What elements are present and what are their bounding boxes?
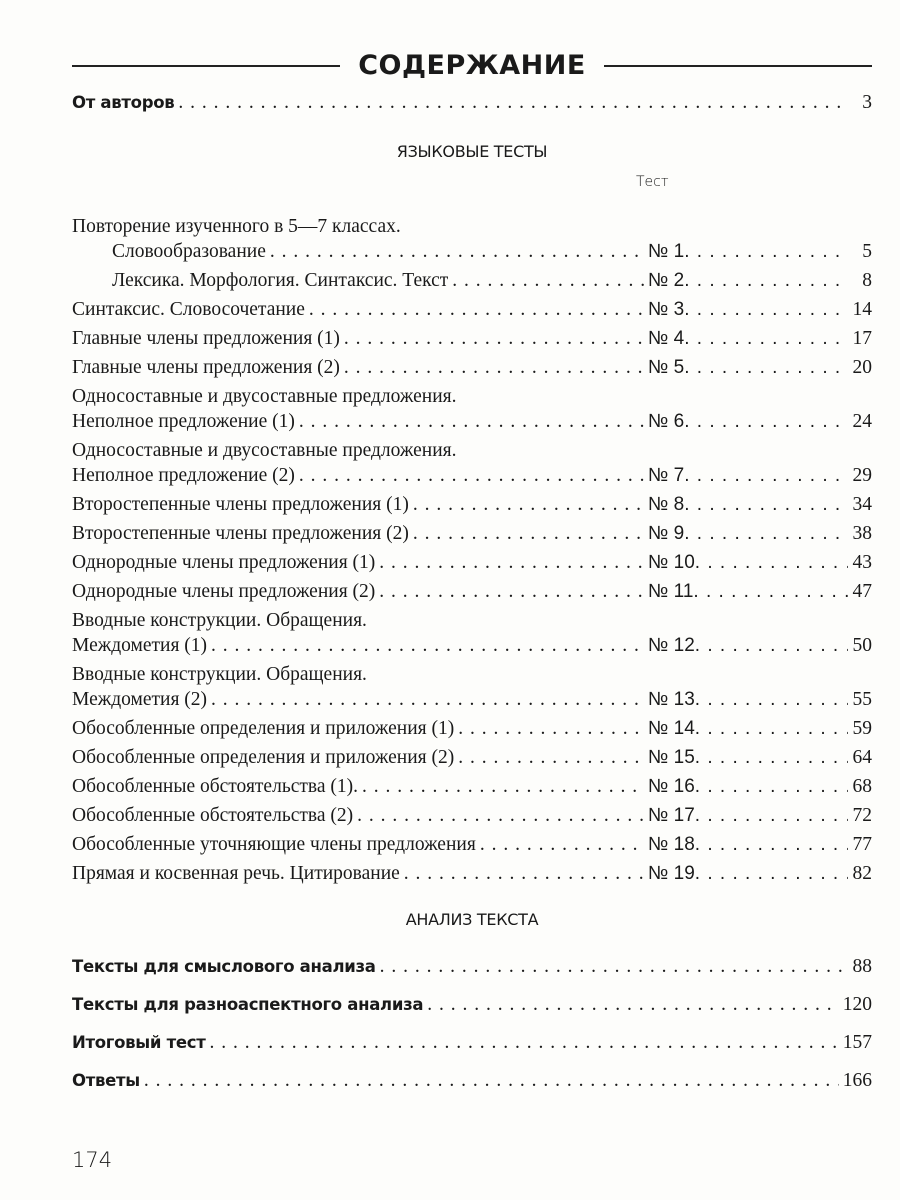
entry-label: Однородные члены предложения (2) (72, 581, 376, 602)
toc-entry[interactable] (72, 326, 872, 351)
entry-page: 166 (842, 1070, 872, 1091)
test-number-text: № 18 (648, 834, 695, 855)
entry-label: Обособленные уточняющие члены предложения (72, 834, 476, 855)
leader-dots (695, 716, 848, 741)
test-number-text: № 12 (648, 635, 695, 656)
entry-page: 64 (852, 747, 872, 768)
toc-entry-bold[interactable] (72, 1068, 872, 1093)
leader-dots (211, 633, 644, 658)
toc-entry[interactable] (72, 438, 872, 488)
test-number (648, 239, 848, 264)
leader-dots (210, 1030, 839, 1055)
entries-container (72, 239, 872, 886)
entry-label: Обособленные определения и приложения (2) (72, 747, 455, 768)
entry-label: Лексика. Морфология. Синтаксис. Текст (112, 270, 449, 291)
entry-page: 120 (842, 994, 872, 1015)
leader-dots (695, 550, 848, 575)
entry-page: 38 (852, 523, 872, 544)
toc-list (72, 214, 872, 890)
test-number-text: № 2 (648, 270, 685, 291)
group-title (72, 214, 872, 239)
toc-entry[interactable] (72, 803, 872, 828)
toc-entry[interactable] (72, 579, 872, 604)
leader-dots (480, 832, 644, 857)
entry-label: Неполное предложение (2) (72, 465, 295, 486)
test-number-text: № 11 (648, 581, 694, 602)
test-number-text: № 17 (648, 805, 695, 826)
test-number (648, 687, 848, 712)
test-number-text: № 15 (648, 747, 695, 768)
test-number (648, 861, 848, 886)
section-heading-text-analysis: АНАЛИЗ ТЕКСТА (405, 910, 539, 929)
toc-entry[interactable] (72, 608, 872, 658)
toc-entry[interactable] (72, 268, 872, 293)
leader-dots (299, 409, 644, 434)
test-number (648, 521, 848, 546)
leader-dots (684, 297, 848, 322)
toc-entry[interactable] (72, 297, 872, 322)
leader-dots (695, 832, 848, 857)
leader-dots (695, 774, 848, 799)
leader-dots (299, 463, 644, 488)
leader-dots (413, 492, 644, 517)
leader-dots (695, 803, 848, 828)
title-rule-right (604, 65, 872, 67)
leader-dots (684, 239, 848, 264)
leader-dots (379, 550, 644, 575)
section-heading-language-tests: ЯЗЫКОВЫЕ ТЕСТЫ (396, 142, 548, 161)
leader-dots (684, 521, 848, 546)
toc-entry[interactable] (72, 384, 872, 434)
leader-dots (178, 90, 844, 115)
leader-dots (144, 1068, 839, 1093)
test-number-text: № 14 (648, 718, 695, 739)
entry-label-line: Односоставные и двусоставные предложения. (72, 386, 457, 407)
toc-entry-bold[interactable] (72, 954, 872, 979)
leader-dots (693, 579, 848, 604)
toc-entry[interactable] (72, 239, 872, 264)
leader-dots (684, 326, 848, 351)
leader-dots (684, 409, 848, 434)
test-number-text: № 4 (648, 328, 685, 349)
page-title: СОДЕРЖАНИЕ (358, 50, 586, 81)
toc-entry-bold[interactable] (72, 1030, 872, 1055)
entry-label: Главные члены предложения (1) (72, 328, 340, 349)
entry-page: 68 (852, 776, 872, 797)
entry-label: Тексты для разноаспектного анализа (72, 995, 424, 1014)
leader-dots (309, 297, 644, 322)
entry-page: 59 (852, 718, 872, 739)
title-rule-left (72, 65, 340, 67)
entry-label: Ответы (72, 1071, 140, 1090)
entry-page: 88 (852, 956, 872, 977)
entry-page: 43 (852, 552, 872, 573)
leader-dots (404, 861, 644, 886)
test-number (648, 268, 848, 293)
leader-dots (684, 355, 848, 380)
test-number-text: № 6 (648, 411, 685, 432)
toc-entry[interactable] (72, 716, 872, 741)
test-number (648, 832, 848, 857)
leader-dots (344, 326, 644, 351)
toc-entry-bold[interactable] (72, 992, 872, 1017)
leader-dots (458, 716, 644, 741)
test-number (648, 355, 848, 380)
leader-dots (344, 355, 644, 380)
test-number (648, 326, 848, 351)
entry-label: Второстепенные члены предложения (1) (72, 494, 409, 515)
entry-page: 20 (852, 357, 872, 378)
leader-dots (270, 239, 644, 264)
toc-entry[interactable] (72, 832, 872, 857)
leader-dots (684, 492, 848, 517)
test-number (648, 774, 848, 799)
toc-entry[interactable] (72, 774, 872, 799)
entry-label-line: Вводные конструкции. Обращения. (72, 664, 367, 685)
entry-label: Междометия (1) (72, 635, 208, 656)
entry-page: 5 (862, 241, 872, 262)
leader-dots (413, 521, 644, 546)
test-number-text: № 19 (648, 863, 695, 884)
leader-dots (452, 268, 644, 293)
entry-label: Неполное предложение (1) (72, 411, 295, 432)
entry-page: 77 (852, 834, 872, 855)
entry-page: 8 (862, 270, 872, 291)
test-column-header: Тест (636, 174, 669, 190)
entry-label: От авторов (72, 93, 175, 112)
entry-page: 29 (852, 465, 872, 486)
toc-entry[interactable] (72, 861, 872, 886)
leader-dots (695, 687, 848, 712)
entry-label: Прямая и косвенная речь. Цитирование (72, 863, 400, 884)
entry-page: 47 (852, 581, 872, 602)
test-number (648, 745, 848, 770)
test-number-text: № 3 (648, 299, 685, 320)
test-number (648, 550, 848, 575)
entry-page: 72 (852, 805, 872, 826)
test-number (648, 463, 848, 488)
toc-entry[interactable] (72, 662, 872, 712)
entry-page: 50 (852, 635, 872, 656)
test-number-text: № 1 (648, 241, 685, 262)
leader-dots (357, 803, 644, 828)
entry-label: Обособленные определения и приложения (1) (72, 718, 455, 739)
leader-dots (458, 745, 644, 770)
entry-label: Обособленные обстоятельства (1). (72, 776, 358, 797)
leader-dots (684, 463, 848, 488)
entry-label: Словообразование (112, 241, 266, 262)
test-number-text: № 8 (648, 494, 685, 515)
test-number-text: № 7 (648, 465, 685, 486)
test-number-text: № 10 (648, 552, 695, 573)
group-title-text: Повторение изученного в 5—7 классах. (72, 216, 401, 237)
test-number-text: № 9 (648, 523, 685, 544)
entry-page: 55 (852, 689, 872, 710)
entry-page: 157 (842, 1032, 872, 1053)
leader-dots (362, 774, 644, 799)
page-number: 174 (72, 1148, 113, 1172)
leader-dots (380, 954, 844, 979)
toc-entry[interactable] (72, 355, 872, 380)
leader-dots (684, 268, 848, 293)
entry-label: Обособленные обстоятельства (2) (72, 805, 354, 826)
leader-dots (379, 579, 644, 604)
toc-entry-authors[interactable] (72, 90, 872, 115)
toc-entry[interactable] (72, 745, 872, 770)
entry-page: 82 (852, 863, 872, 884)
test-number-text: № 16 (648, 776, 695, 797)
entry-label: Междометия (2) (72, 689, 208, 710)
entry-page: 14 (852, 299, 872, 320)
entry-label-line: Односоставные и двусоставные предложения. (72, 440, 457, 461)
toc-entry[interactable] (72, 550, 872, 575)
entry-page: 3 (862, 92, 872, 113)
leader-dots (695, 633, 848, 658)
test-number-text: № 5 (648, 357, 685, 378)
leader-dots (695, 861, 848, 886)
leader-dots (427, 992, 839, 1017)
test-number (648, 492, 848, 517)
entry-page: 17 (852, 328, 872, 349)
test-number (648, 633, 848, 658)
entry-label: Однородные члены предложения (1) (72, 552, 376, 573)
entry-label: Второстепенные члены предложения (2) (72, 523, 409, 544)
leader-dots (211, 687, 644, 712)
test-number (648, 803, 848, 828)
entry-label: Синтаксис. Словосочетание (72, 299, 305, 320)
test-number (648, 716, 848, 741)
toc-entry[interactable] (72, 492, 872, 517)
test-number (648, 297, 848, 322)
entry-label-line: Вводные конструкции. Обращения. (72, 610, 367, 631)
entry-page: 34 (852, 494, 872, 515)
entry-label: Итоговый тест (72, 1033, 206, 1052)
leader-dots (695, 745, 848, 770)
final-entries (72, 954, 872, 1106)
entry-label: Тексты для смыслового анализа (72, 957, 376, 976)
test-number (648, 579, 848, 604)
entry-label: Главные члены предложения (2) (72, 357, 340, 378)
toc-entry[interactable] (72, 521, 872, 546)
test-number (648, 409, 848, 434)
toc-title-row (72, 50, 872, 81)
test-number-text: № 13 (648, 689, 695, 710)
entry-page: 24 (852, 411, 872, 432)
